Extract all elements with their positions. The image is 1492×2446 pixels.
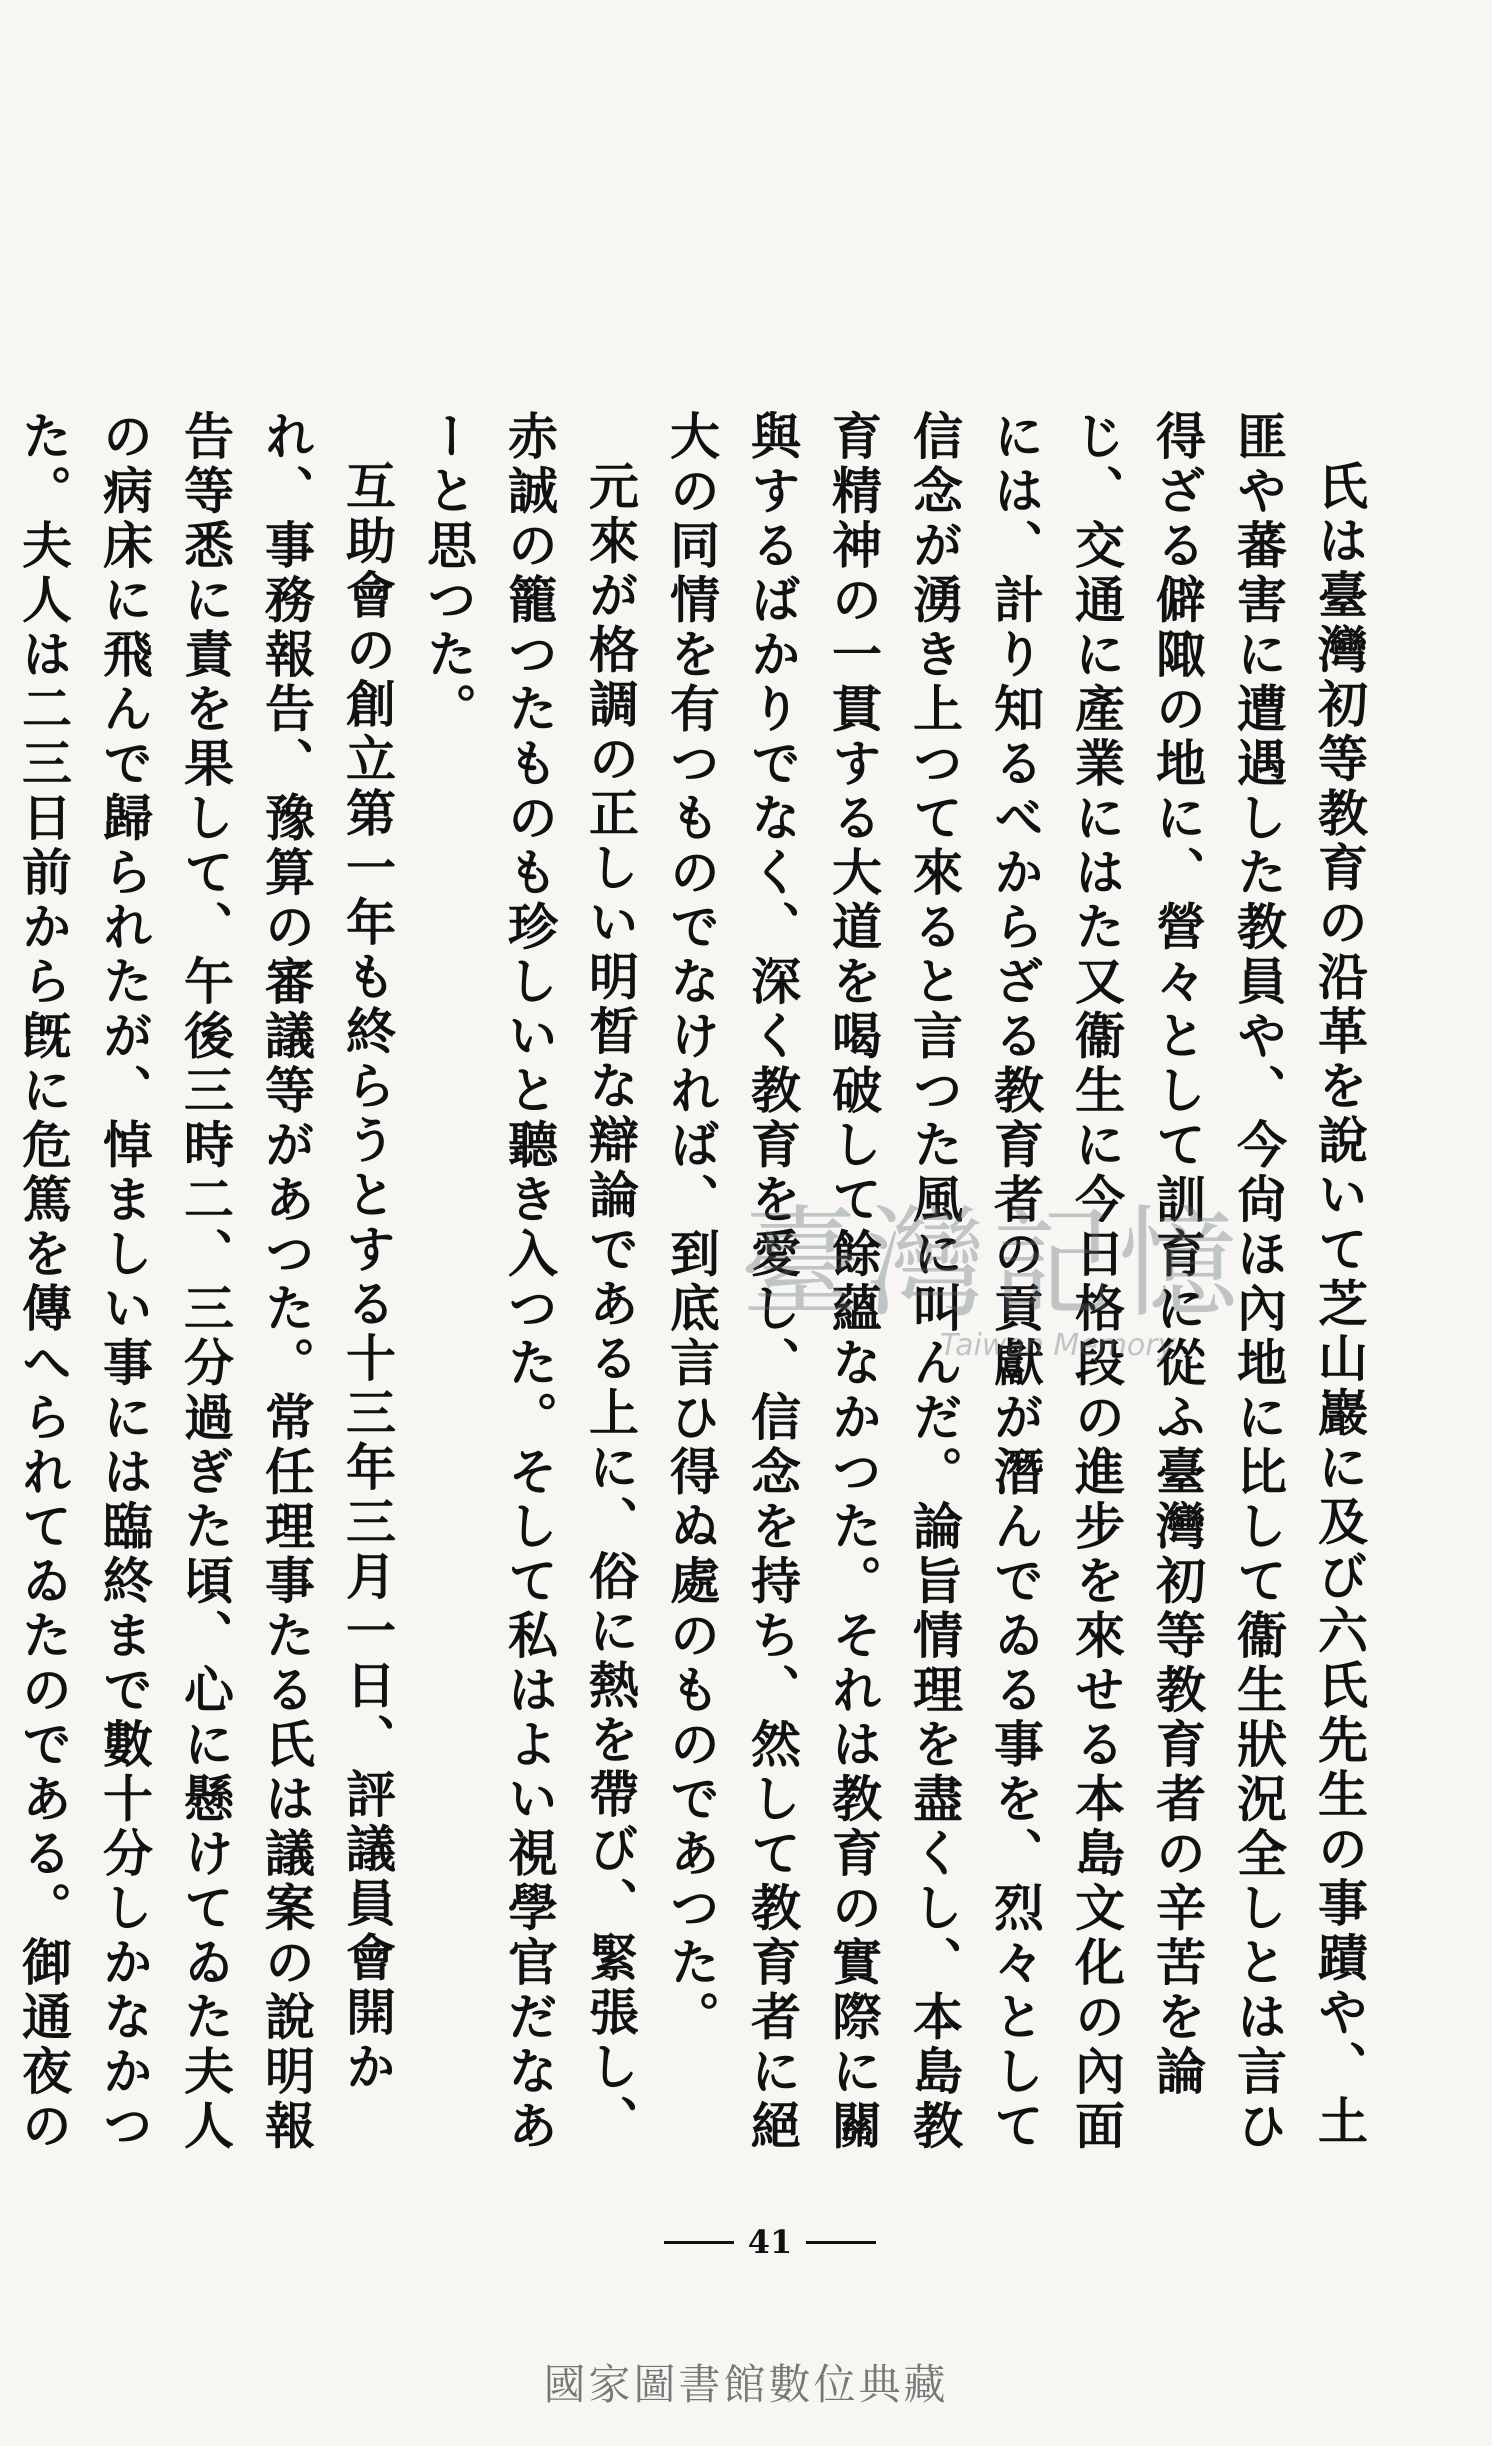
paragraph-3: 互助會の創立第一年も終らうとする十三年三月一日、評議員會開かれ、事務報告、豫算の審議等があつた。常任理事たる氏は議案の說明報告等悉に責を果して、午後三時二、三分過ぎた頃、心に懸けてゐた夫人の病床に飛んで歸られたが、悼ましい事には臨終まで數十分しかなかつた。夫人は二三日前から旣に危篤を傳へられてゐたのである。御通夜の [14,410,397,2154]
watermark-title: 臺灣記憶 [740,1195,1244,1334]
paragraph-2: 元來が格調の正しい明晳な辯論である上に、俗に熱を帶び、緊張し、赤誠の籠つたものも珍しいと聽き入つた。そして私はよい視學官だなあーと思つた。 [419,410,640,2154]
page-number [640,2222,900,2262]
page-number-text: 41 [747,2223,793,2261]
folio-rule-left [664,2241,734,2244]
paragraph-1: 氏は臺灣初等教育の沿革を說いて芝山巖に及び六氏先生の事蹟や、土匪や蕃害に遭遇した教員や、今尙ほ內地に比して衞生狀況全しとは言ひ得ざる僻陬の地に、營々として訓育に從ふ臺灣初等教育者の辛苦を論じ、交通に產業にはた又衞生に今日格段の進步を來せる本島文化の內面には、計り知るべからざる教育者の貢獻が潛んでゐる事を、烈々として信念が湧き上つて來ると言つた風に叫んだ。論旨情理を盡くし、本島教育精神の一貫する大道を喝破して餘蘊なかつた。それは教育の實際に關與するばかりでなく、深く教育を愛し、信念を持ち、然して教育者に絕大の同情を有つものでなければ、到底言ひ得ぬ處のものであつた。 [662,410,1369,2154]
folio-rule-right [806,2241,876,2244]
archive-stamp: 國家圖書館數位典藏 [543,2360,949,2409]
body-text [14,410,1380,2200]
watermark-subtitle: Taiwan Memory [940,1328,1176,1363]
